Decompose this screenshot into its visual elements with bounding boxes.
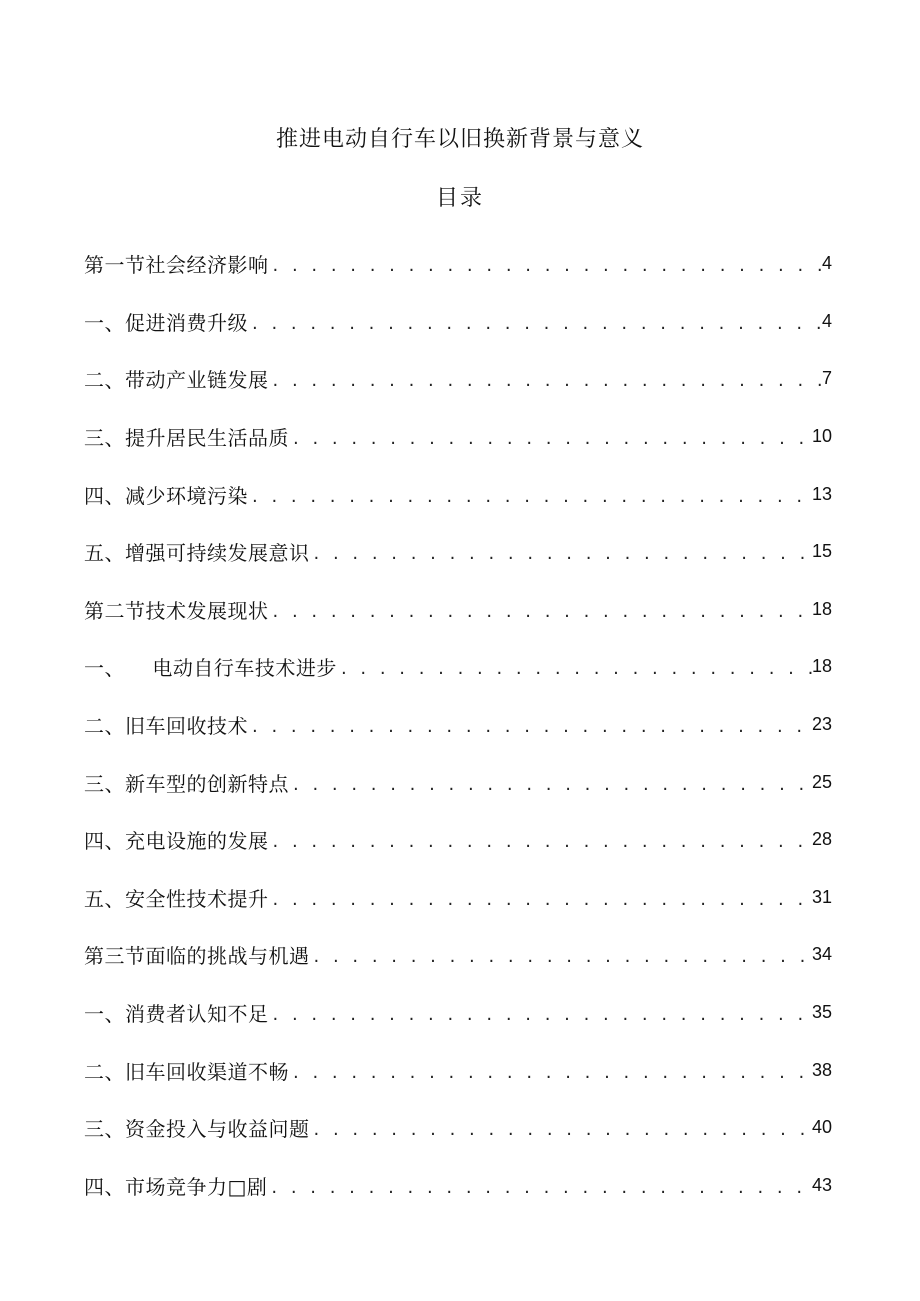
toc-entry-label: 第二节技术发展现状 bbox=[84, 598, 269, 623]
toc-entry-page: 40 bbox=[811, 1117, 832, 1138]
toc-entry[interactable] bbox=[84, 1041, 832, 1099]
toc-entry[interactable] bbox=[84, 811, 832, 869]
toc-entry-label: 第一节社会经济影响 bbox=[84, 253, 269, 278]
toc-entry[interactable] bbox=[84, 753, 832, 811]
toc-dot-leader bbox=[269, 831, 812, 852]
toc-entry[interactable] bbox=[84, 869, 832, 927]
toc-entry-page: 43 bbox=[811, 1174, 832, 1195]
toc-entry[interactable] bbox=[84, 926, 832, 984]
toc-entry-page: 18 bbox=[811, 598, 832, 619]
toc-entry-label: 一、 电动自行车技术进步 bbox=[84, 656, 337, 681]
toc-dot-leader bbox=[289, 428, 812, 449]
toc-entry[interactable] bbox=[84, 1099, 832, 1157]
toc-entry-label: 五、安全性技术提升 bbox=[84, 886, 269, 911]
toc-entry-page: 28 bbox=[811, 829, 832, 850]
toc-entry-label: 四、充电设施的发展 bbox=[84, 829, 269, 854]
toc-entry-label: 四、市场竞争力□剧 bbox=[84, 1174, 268, 1199]
toc-dot-leader bbox=[248, 313, 822, 334]
toc-entry-label: 一、促进消费升级 bbox=[84, 310, 248, 335]
toc-entry[interactable] bbox=[84, 696, 832, 754]
toc-entry-page: 31 bbox=[811, 886, 832, 907]
toc-entry[interactable] bbox=[84, 638, 832, 696]
document-title: 推进电动自行车以旧换新背景与意义 bbox=[275, 127, 644, 152]
toc-entry-label: 四、减少环境污染 bbox=[84, 483, 248, 508]
toc-entry-label: 三、新车型的创新特点 bbox=[84, 771, 289, 796]
toc-entry-page: 4 bbox=[821, 310, 832, 331]
toc-heading: 目录 bbox=[435, 186, 484, 211]
toc-entry[interactable] bbox=[84, 350, 832, 408]
toc-entry[interactable] bbox=[84, 581, 832, 639]
toc-dot-leader bbox=[269, 370, 822, 391]
toc-entry-page: 34 bbox=[811, 944, 832, 965]
toc-entry-label: 五、增强可持续发展意识 bbox=[84, 541, 310, 566]
toc-entry-page: 25 bbox=[811, 771, 832, 792]
toc-entry[interactable] bbox=[84, 235, 832, 293]
toc-dot-leader bbox=[337, 658, 812, 679]
toc-dot-leader bbox=[248, 716, 812, 737]
toc-entry[interactable] bbox=[84, 293, 832, 351]
toc-dot-leader bbox=[269, 1004, 812, 1025]
toc-entry-page: 13 bbox=[811, 483, 832, 504]
toc-dot-leader bbox=[269, 889, 812, 910]
toc-entry[interactable] bbox=[84, 523, 832, 581]
toc-entry-page: 7 bbox=[821, 368, 832, 389]
toc-entry-page: 4 bbox=[821, 253, 832, 274]
toc-entry-label: 二、带动产业链发展 bbox=[84, 368, 269, 393]
toc-entry[interactable] bbox=[84, 1157, 832, 1215]
toc-entry[interactable] bbox=[84, 984, 832, 1042]
toc-entry[interactable] bbox=[84, 408, 832, 466]
toc-entry-label: 一、消费者认知不足 bbox=[84, 1002, 269, 1027]
toc-entry-label: 二、旧车回收技术 bbox=[84, 714, 248, 739]
toc-entry-page: 38 bbox=[811, 1059, 832, 1080]
toc-entry-page: 18 bbox=[811, 656, 832, 677]
toc-entry-label: 三、提升居民生活品质 bbox=[84, 426, 289, 451]
toc-dot-leader bbox=[310, 543, 812, 564]
toc-dot-leader bbox=[269, 255, 822, 276]
toc-dot-leader bbox=[310, 1119, 812, 1140]
toc-dot-leader bbox=[248, 486, 812, 507]
toc-entry[interactable] bbox=[84, 465, 832, 523]
toc-dot-leader bbox=[289, 774, 812, 795]
table-of-contents bbox=[84, 235, 832, 1214]
toc-entry-label: 三、资金投入与收益问题 bbox=[84, 1117, 310, 1142]
toc-entry-page: 10 bbox=[811, 426, 832, 447]
toc-entry-page: 23 bbox=[811, 714, 832, 735]
toc-dot-leader bbox=[289, 1062, 812, 1083]
toc-dot-leader bbox=[267, 1177, 812, 1198]
toc-entry-page: 35 bbox=[811, 1002, 832, 1023]
toc-dot-leader bbox=[269, 601, 812, 622]
toc-entry-page: 15 bbox=[811, 541, 832, 562]
toc-entry-label: 第三节面临的挑战与机遇 bbox=[84, 944, 310, 969]
toc-entry-label: 二、旧车回收渠道不畅 bbox=[84, 1059, 289, 1084]
toc-dot-leader bbox=[310, 946, 812, 967]
